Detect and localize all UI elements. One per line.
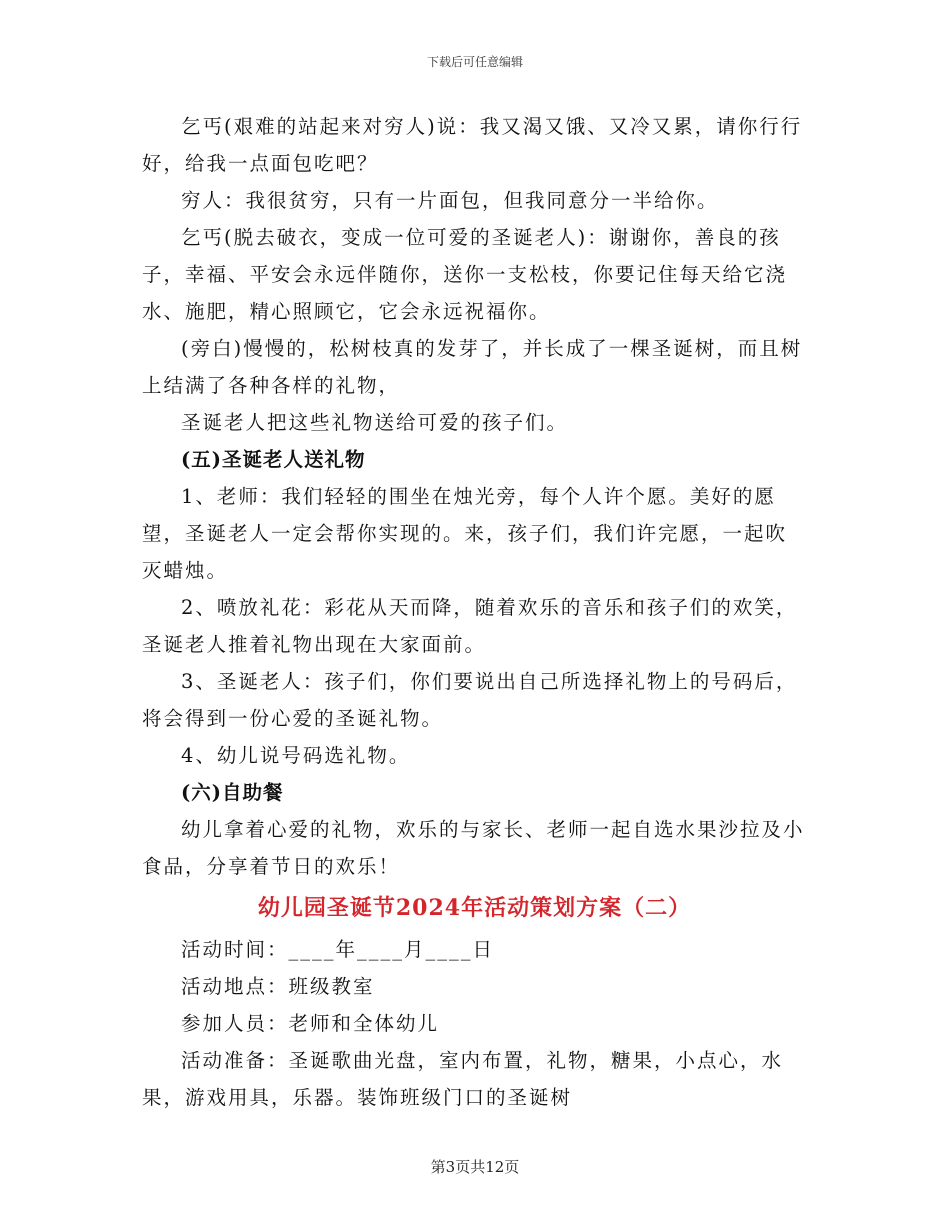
paragraph-buffet: 幼儿拿着心爱的礼物，欢乐的与家长、老师一起自选水果沙拉及小食品，分享着节日的欢乐！ bbox=[142, 818, 805, 878]
activity-time: 活动时间：____年____月____日 bbox=[181, 938, 495, 961]
section-heading-six: (六)自助餐 bbox=[181, 781, 284, 804]
paragraph-step-1: 1、老师：我们轻轻的围坐在烛光旁，每个人许个愿。美好的愿望，圣诞老人一定会帮你实现的。来，孩子们，我们许完愿，一起吹灭蜡烛。 bbox=[142, 485, 788, 582]
activity-participants: 参加人员：老师和全体幼儿 bbox=[181, 1012, 440, 1035]
page-number: 第3页共12页 bbox=[430, 1158, 520, 1176]
activity-location: 活动地点：班级教室 bbox=[181, 975, 375, 998]
paragraph-step-2: 2、喷放礼花：彩花从天而降，随着欢乐的音乐和孩子们的欢笑，圣诞老人推着礼物出现在大家面前。 bbox=[142, 596, 798, 656]
paragraph-beggar-request: 乞丐(艰难的站起来对穷人)说：我又渴又饿、又冷又累，请你行行好，给我一点面包吃吧？ bbox=[142, 115, 803, 175]
plan-two-title: 幼儿园圣诞节2024年活动策划方案（二） bbox=[257, 895, 692, 921]
activity-preparation: 活动准备：圣诞歌曲光盘，室内布置，礼物，糖果，小点心，水果，游戏用具，乐器。装饰班级门口的圣诞树 bbox=[142, 1049, 784, 1109]
paragraph-santa-gifts: 圣诞老人把这些礼物送给可爱的孩子们。 bbox=[181, 411, 569, 434]
paragraph-narration: (旁白)慢慢的，松树枝真的发芽了，并长成了一棵圣诞树，而且树上结满了各种各样的礼物， bbox=[142, 337, 803, 397]
paragraph-step-4: 4、幼儿说号码选礼物。 bbox=[181, 744, 411, 767]
header-note: 下载后可任意编辑 bbox=[426, 55, 523, 69]
paragraph-step-3: 3、圣诞老人：孩子们，你们要说出自己所选择礼物上的号码后，将会得到一份心爱的圣诞礼物。 bbox=[142, 670, 798, 730]
paragraph-poor-man-reply: 穷人：我很贫穷，只有一片面包，但我同意分一半给你。 bbox=[181, 189, 719, 212]
paragraph-santa-blessing: 乞丐(脱去破衣，变成一位可爱的圣诞老人)：谢谢你，善良的孩子，幸福、平安会永远伴随你，送你一支松枝，你要记住每天给它浇水、施肥，精心照顾它，它会永远祝福你。 bbox=[142, 226, 788, 323]
document-body bbox=[142, 108, 807, 1116]
section-heading-five: (五)圣诞老人送礼物 bbox=[181, 448, 366, 471]
